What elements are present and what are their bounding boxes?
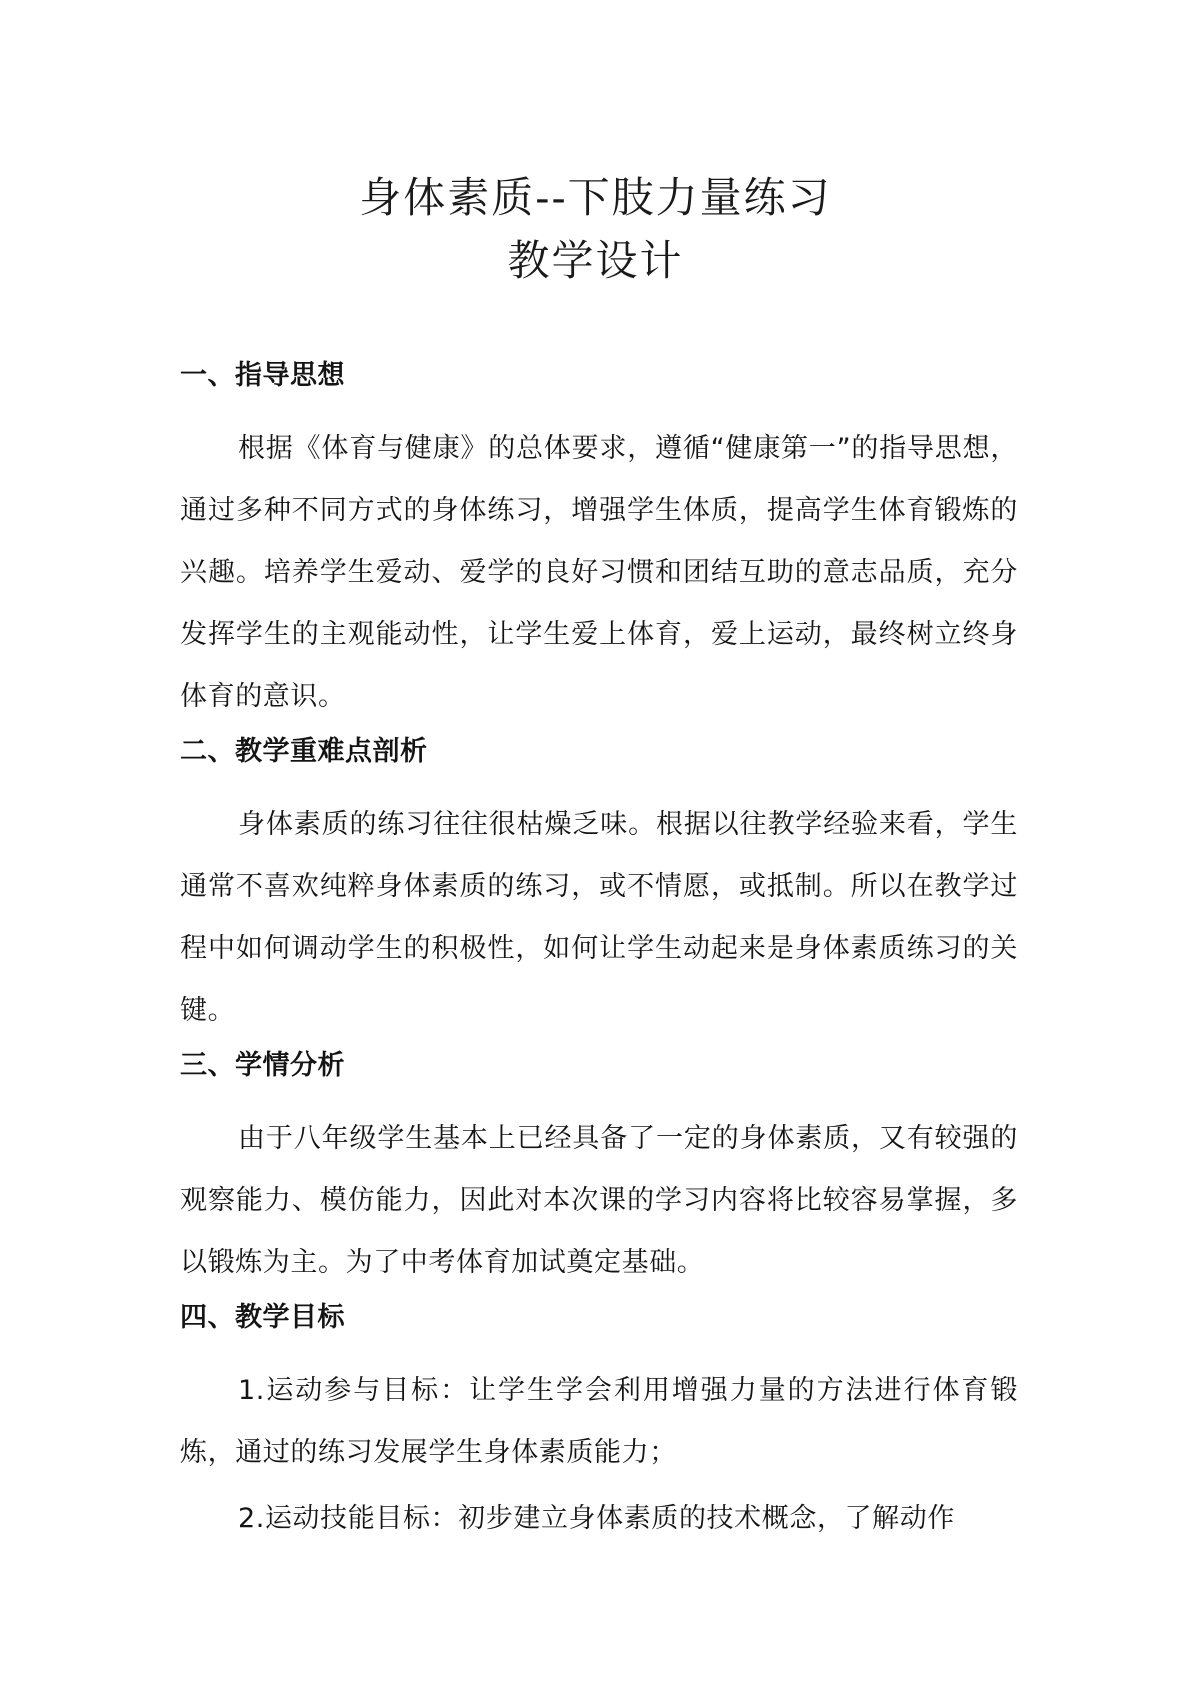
document-subtitle: 教学设计	[507, 236, 684, 285]
section-heading: 一、指导思想	[180, 360, 345, 391]
paragraph: 根据《体育与健康》的总体要求，遵循“健康第一”的指导思想，通过多种不同方式的身体练习，增强学生体质，提高学生体育锻炼的兴趣。培养学生爱动、爱学的良好习惯和团结互助的意志品质，充分发挥学生的主观能动性，让学生爱上体育，爱上运动，最终树立终身体育的意识。	[180, 433, 1018, 712]
section-heading: 二、教学重难点剖析	[180, 736, 428, 767]
paragraph: 身体素质的练习往往很枯燥乏味。根据以往教学经验来看，学生通常不喜欢纯粹身体素质的练习，或不情愿，或抵制。所以在教学过程中如何调动学生的积极性，如何让学生动起来是身体素质练习的关键。	[180, 809, 1018, 1026]
objective-item: 2.运动技能目标：初步建立身体素质的技术概念，了解动作	[238, 1503, 955, 1534]
section-heading: 三、学情分析	[180, 1050, 345, 1081]
section-student-analysis	[180, 1046, 1018, 1294]
section-key-difficulties	[180, 732, 1018, 1042]
section-teaching-objectives	[180, 1298, 1018, 1550]
document-body	[180, 356, 1018, 1554]
paragraph: 由于八年级学生基本上已经具备了一定的身体素质，又有较强的观察能力、模仿能力，因此对本次课的学习内容将比较容易掌握，多以锻炼为主。为了中考体育加试奠定基础。	[180, 1123, 1018, 1278]
objective-item: 1.运动参与目标：让学生学会利用增强力量的方法进行体育锻炼，通过的练习发展学生身体素质能力；	[180, 1375, 1018, 1468]
document-title: 身体素质--下肢力量练习	[359, 173, 832, 222]
section-heading: 四、教学目标	[180, 1302, 345, 1333]
section-guiding-ideology	[180, 356, 1018, 728]
